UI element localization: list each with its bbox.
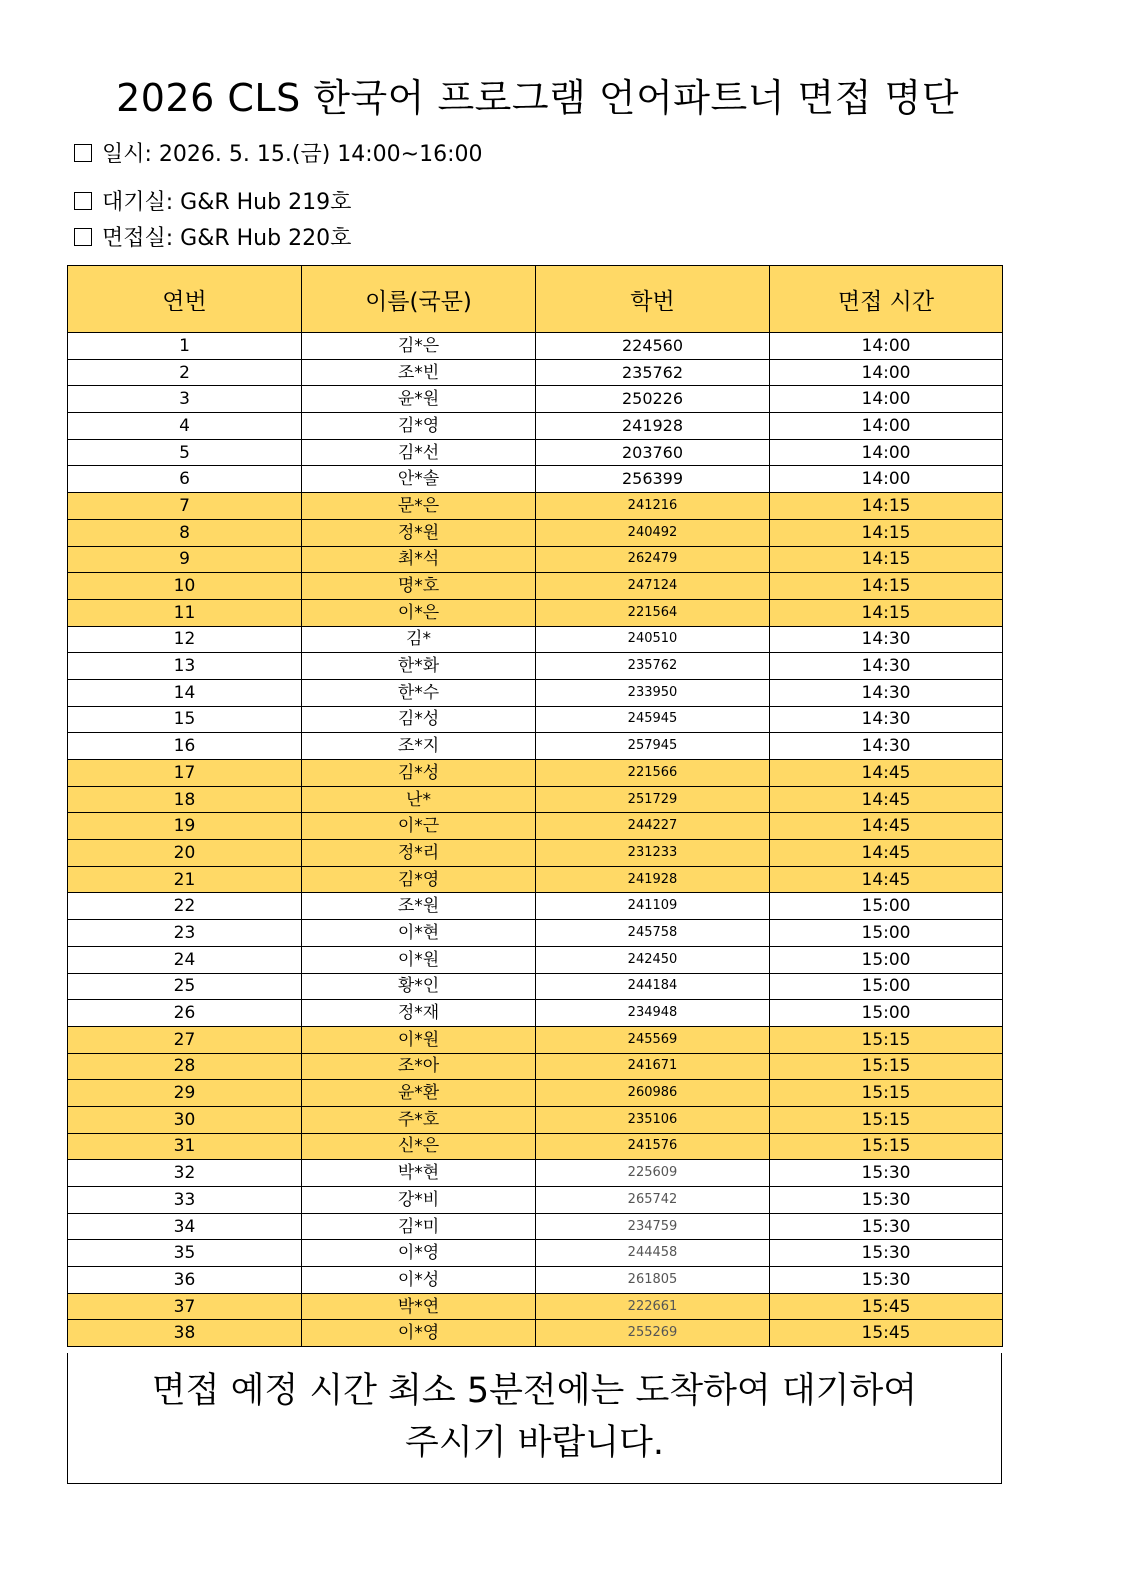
table-row (68, 333, 1003, 360)
cell-student-id: 255269 (536, 1320, 770, 1347)
table-row (68, 1106, 1003, 1133)
cell-name: 한*수 (302, 679, 536, 706)
cell-student-id: 251729 (536, 786, 770, 813)
cell-name: 박*현 (302, 1160, 536, 1187)
cell-number: 22 (68, 893, 302, 920)
cell-student-id: 221566 (536, 760, 770, 787)
cell-number: 7 (68, 493, 302, 520)
cell-number: 16 (68, 733, 302, 760)
cell-number: 38 (68, 1320, 302, 1347)
cell-interview-time: 14:30 (770, 626, 1003, 653)
cell-number: 13 (68, 653, 302, 680)
notice-line-1: 면접 예정 시간 최소 5분전에는 도착하여 대기하여 (151, 1371, 918, 1411)
cell-student-id: 241671 (536, 1053, 770, 1080)
cell-student-id: 260986 (536, 1080, 770, 1107)
cell-number: 36 (68, 1267, 302, 1294)
cell-number: 3 (68, 386, 302, 413)
cell-number: 37 (68, 1293, 302, 1320)
cell-interview-time: 15:45 (770, 1293, 1003, 1320)
checkbox-square-icon (74, 228, 92, 246)
cell-name: 안*솔 (302, 466, 536, 493)
table-row (68, 786, 1003, 813)
cell-number: 21 (68, 866, 302, 893)
table-row (68, 813, 1003, 840)
table-row (68, 1133, 1003, 1160)
cell-name: 김*미 (302, 1213, 536, 1240)
cell-number: 29 (68, 1080, 302, 1107)
table-row (68, 733, 1003, 760)
cell-number: 32 (68, 1160, 302, 1187)
cell-interview-time: 14:00 (770, 439, 1003, 466)
table-row (68, 359, 1003, 386)
cell-name: 이*영 (302, 1240, 536, 1267)
table-body (68, 333, 1003, 1347)
cell-name: 김*성 (302, 706, 536, 733)
cell-number: 24 (68, 946, 302, 973)
cell-name: 문*은 (302, 493, 536, 520)
table-row (68, 1160, 1003, 1187)
cell-interview-time: 14:00 (770, 359, 1003, 386)
cell-number: 19 (68, 813, 302, 840)
cell-number: 18 (68, 786, 302, 813)
cell-name: 조*원 (302, 893, 536, 920)
cell-student-id: 235762 (536, 653, 770, 680)
cell-name: 주*호 (302, 1106, 536, 1133)
cell-student-id: 241109 (536, 893, 770, 920)
info-date-text: 일시: 2026. 5. 15.(금) 14:00~16:00 (102, 142, 483, 167)
cell-interview-time: 14:45 (770, 786, 1003, 813)
info-interview-room-text: 면접실: G&R Hub 220호 (102, 226, 352, 251)
cell-student-id: 233950 (536, 679, 770, 706)
header-interview-time: 면접 시간 (770, 266, 1003, 333)
cell-student-id: 261805 (536, 1267, 770, 1294)
table-row (68, 1053, 1003, 1080)
cell-student-id: 257945 (536, 733, 770, 760)
info-waiting-room (74, 188, 351, 218)
cell-student-id: 242450 (536, 946, 770, 973)
cell-interview-time: 14:45 (770, 866, 1003, 893)
cell-student-id: 241928 (536, 866, 770, 893)
table-row (68, 1213, 1003, 1240)
cell-name: 신*은 (302, 1133, 536, 1160)
cell-student-id: 234759 (536, 1213, 770, 1240)
cell-name: 이*현 (302, 920, 536, 947)
table-row (68, 679, 1003, 706)
checkbox-square-icon (74, 144, 92, 162)
table-row (68, 1293, 1003, 1320)
info-interview-room (74, 224, 351, 254)
cell-number: 9 (68, 546, 302, 573)
cell-name: 이*근 (302, 813, 536, 840)
table-row (68, 1080, 1003, 1107)
cell-name: 윤*환 (302, 1080, 536, 1107)
cell-name: 정*재 (302, 1000, 536, 1027)
cell-name: 조*아 (302, 1053, 536, 1080)
cell-number: 33 (68, 1187, 302, 1214)
cell-number: 26 (68, 1000, 302, 1027)
cell-student-id: 244458 (536, 1240, 770, 1267)
cell-name: 난* (302, 786, 536, 813)
table-row (68, 599, 1003, 626)
cell-student-id: 225609 (536, 1160, 770, 1187)
cell-interview-time: 15:00 (770, 920, 1003, 947)
cell-interview-time: 15:30 (770, 1213, 1003, 1240)
cell-number: 4 (68, 413, 302, 440)
cell-interview-time: 15:00 (770, 1000, 1003, 1027)
cell-name: 황*인 (302, 973, 536, 1000)
table-row (68, 519, 1003, 546)
cell-interview-time: 14:00 (770, 466, 1003, 493)
table-row (68, 706, 1003, 733)
cell-interview-time: 14:00 (770, 413, 1003, 440)
cell-name: 명*호 (302, 573, 536, 600)
cell-interview-time: 14:15 (770, 546, 1003, 573)
cell-number: 8 (68, 519, 302, 546)
cell-student-id: 224560 (536, 333, 770, 360)
cell-interview-time: 15:00 (770, 973, 1003, 1000)
table-row (68, 920, 1003, 947)
cell-student-id: 256399 (536, 466, 770, 493)
cell-name: 김*성 (302, 760, 536, 787)
table-row (68, 1000, 1003, 1027)
cell-student-id: 231233 (536, 840, 770, 867)
cell-student-id: 244227 (536, 813, 770, 840)
cell-student-id: 262479 (536, 546, 770, 573)
cell-student-id: 235106 (536, 1106, 770, 1133)
cell-interview-time: 14:30 (770, 733, 1003, 760)
cell-number: 27 (68, 1026, 302, 1053)
cell-name: 김* (302, 626, 536, 653)
cell-number: 12 (68, 626, 302, 653)
cell-number: 30 (68, 1106, 302, 1133)
cell-name: 이*은 (302, 599, 536, 626)
cell-name: 이*원 (302, 1026, 536, 1053)
table-row (68, 546, 1003, 573)
cell-student-id: 244184 (536, 973, 770, 1000)
cell-interview-time: 15:15 (770, 1026, 1003, 1053)
cell-interview-time: 14:15 (770, 599, 1003, 626)
cell-interview-time: 15:30 (770, 1160, 1003, 1187)
page-title: 2026 CLS 한국어 프로그램 언어파트너 면접 명단 (116, 76, 959, 120)
cell-name: 김*선 (302, 439, 536, 466)
cell-student-id: 241216 (536, 493, 770, 520)
cell-interview-time: 15:45 (770, 1320, 1003, 1347)
cell-interview-time: 15:00 (770, 893, 1003, 920)
header-student-id: 학번 (536, 266, 770, 333)
table-row (68, 573, 1003, 600)
table-row (68, 413, 1003, 440)
cell-number: 20 (68, 840, 302, 867)
table-row (68, 1026, 1003, 1053)
cell-name: 이*성 (302, 1267, 536, 1294)
cell-student-id: 240510 (536, 626, 770, 653)
cell-number: 15 (68, 706, 302, 733)
table-row (68, 626, 1003, 653)
cell-number: 25 (68, 973, 302, 1000)
cell-number: 14 (68, 679, 302, 706)
cell-interview-time: 14:30 (770, 653, 1003, 680)
cell-student-id: 241928 (536, 413, 770, 440)
cell-number: 17 (68, 760, 302, 787)
cell-interview-time: 14:45 (770, 813, 1003, 840)
cell-number: 5 (68, 439, 302, 466)
table-row (68, 840, 1003, 867)
interview-table (67, 265, 1003, 1347)
table-header-row (68, 266, 1003, 333)
cell-student-id: 235762 (536, 359, 770, 386)
cell-number: 1 (68, 333, 302, 360)
cell-interview-time: 15:00 (770, 946, 1003, 973)
cell-student-id: 245758 (536, 920, 770, 947)
table-row (68, 893, 1003, 920)
cell-name: 정*리 (302, 840, 536, 867)
cell-number: 35 (68, 1240, 302, 1267)
table-row (68, 760, 1003, 787)
cell-name: 한*화 (302, 653, 536, 680)
table-row (68, 439, 1003, 466)
cell-interview-time: 14:45 (770, 760, 1003, 787)
table-row (68, 386, 1003, 413)
cell-student-id: 240492 (536, 519, 770, 546)
table-row (68, 653, 1003, 680)
cell-name: 김*영 (302, 866, 536, 893)
cell-student-id: 245945 (536, 706, 770, 733)
cell-name: 조*빈 (302, 359, 536, 386)
table-row (68, 1320, 1003, 1347)
cell-number: 10 (68, 573, 302, 600)
cell-name: 최*석 (302, 546, 536, 573)
cell-interview-time: 14:15 (770, 573, 1003, 600)
cell-name: 박*연 (302, 1293, 536, 1320)
cell-student-id: 245569 (536, 1026, 770, 1053)
cell-name: 이*영 (302, 1320, 536, 1347)
cell-interview-time: 15:15 (770, 1133, 1003, 1160)
cell-number: 11 (68, 599, 302, 626)
table-row (68, 1187, 1003, 1214)
cell-number: 6 (68, 466, 302, 493)
table-row (68, 1240, 1003, 1267)
cell-student-id: 221564 (536, 599, 770, 626)
cell-interview-time: 15:30 (770, 1187, 1003, 1214)
cell-name: 강*비 (302, 1187, 536, 1214)
table-row (68, 973, 1003, 1000)
cell-name: 김*영 (302, 413, 536, 440)
cell-interview-time: 14:45 (770, 840, 1003, 867)
cell-interview-time: 14:00 (770, 333, 1003, 360)
cell-interview-time: 15:15 (770, 1106, 1003, 1133)
cell-student-id: 203760 (536, 439, 770, 466)
info-date (74, 140, 483, 170)
cell-name: 윤*원 (302, 386, 536, 413)
cell-interview-time: 15:15 (770, 1080, 1003, 1107)
cell-student-id: 234948 (536, 1000, 770, 1027)
table-row (68, 1267, 1003, 1294)
table-row (68, 866, 1003, 893)
cell-number: 34 (68, 1213, 302, 1240)
cell-interview-time: 14:15 (770, 519, 1003, 546)
cell-interview-time: 15:15 (770, 1053, 1003, 1080)
cell-name: 정*원 (302, 519, 536, 546)
info-waiting-room-text: 대기실: G&R Hub 219호 (102, 190, 352, 215)
cell-student-id: 241576 (536, 1133, 770, 1160)
cell-number: 2 (68, 359, 302, 386)
cell-name: 이*원 (302, 946, 536, 973)
cell-student-id: 222661 (536, 1293, 770, 1320)
cell-interview-time: 15:30 (770, 1267, 1003, 1294)
header-name: 이름(국문) (302, 266, 536, 333)
table-row (68, 493, 1003, 520)
table-row (68, 466, 1003, 493)
cell-interview-time: 14:00 (770, 386, 1003, 413)
cell-name: 김*은 (302, 333, 536, 360)
cell-name: 조*지 (302, 733, 536, 760)
cell-student-id: 265742 (536, 1187, 770, 1214)
cell-student-id: 250226 (536, 386, 770, 413)
header-number: 연번 (68, 266, 302, 333)
cell-number: 23 (68, 920, 302, 947)
notice-line-2: 주시기 바랍니다. (405, 1423, 664, 1463)
cell-interview-time: 14:30 (770, 706, 1003, 733)
cell-interview-time: 14:15 (770, 493, 1003, 520)
cell-number: 28 (68, 1053, 302, 1080)
cell-interview-time: 14:30 (770, 679, 1003, 706)
cell-interview-time: 15:30 (770, 1240, 1003, 1267)
cell-student-id: 247124 (536, 573, 770, 600)
table-row (68, 946, 1003, 973)
cell-number: 31 (68, 1133, 302, 1160)
notice-box (67, 1353, 1002, 1484)
checkbox-square-icon (74, 192, 92, 210)
